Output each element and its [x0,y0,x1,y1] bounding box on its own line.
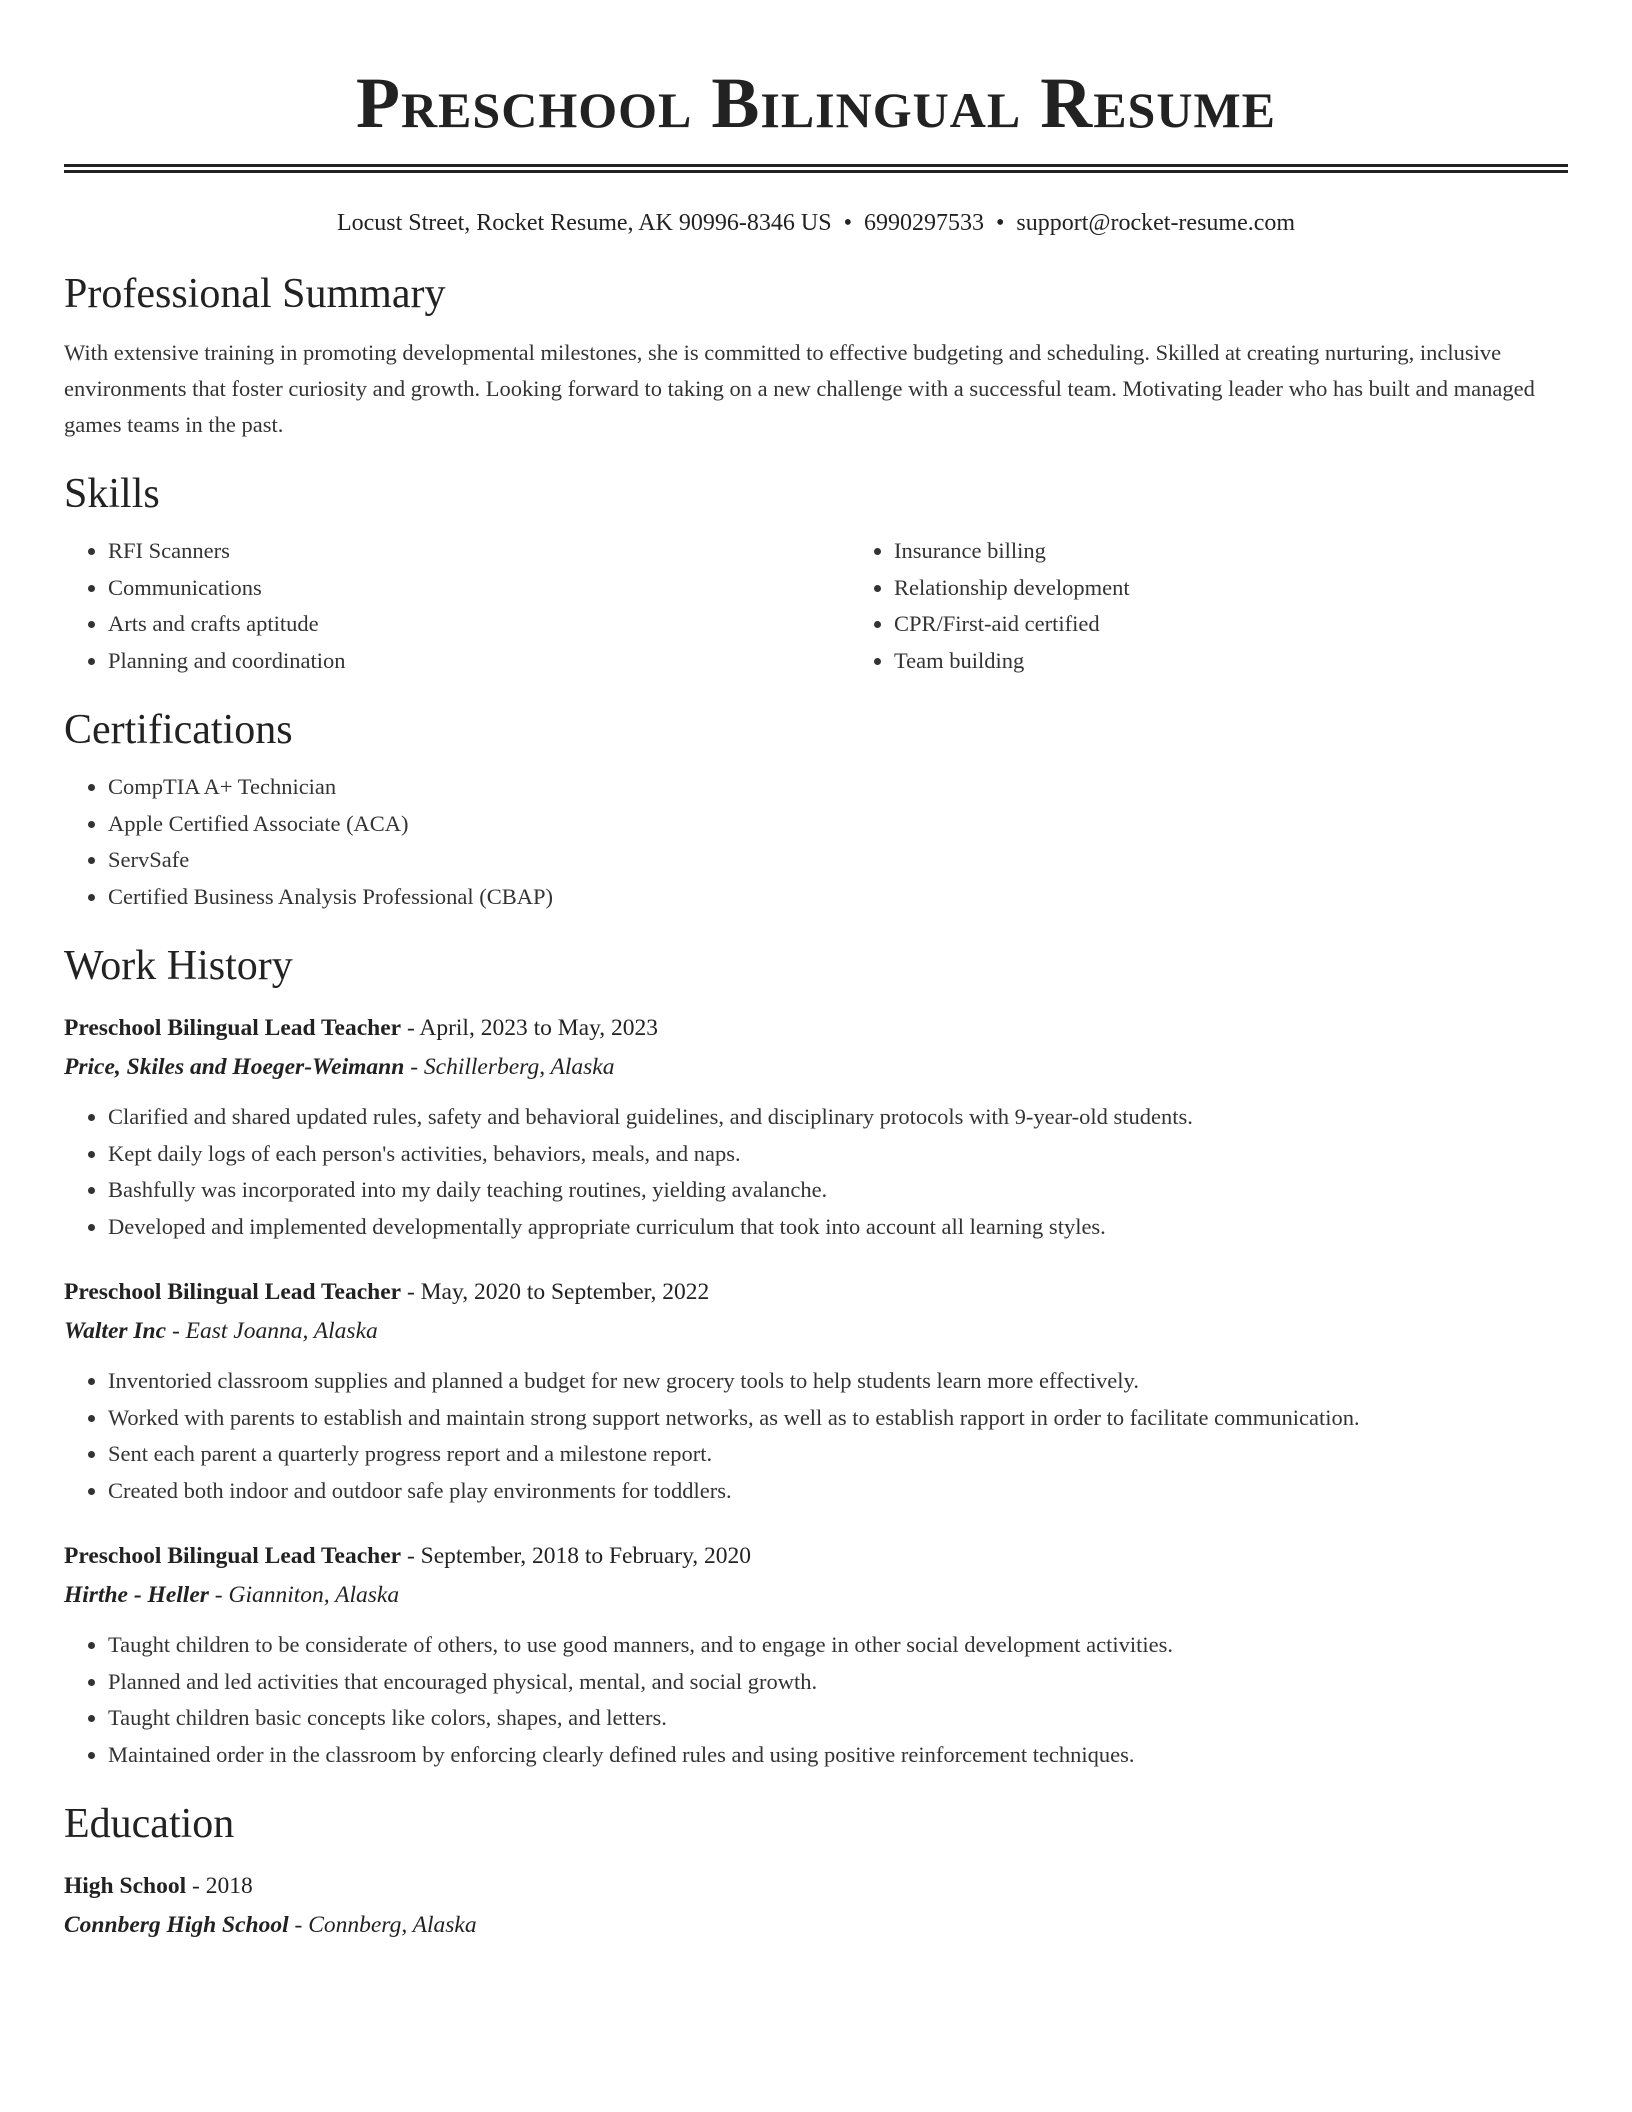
job-bullet: • Bashfully was incorporated into my daily teaching routines, yielding avalanche. [108,1172,1568,1209]
job-dash: - [404,1054,424,1080]
education-header [64,1867,1568,1905]
education-school: Connberg High School [64,1912,289,1938]
job-bullet: • Inventoried classroom supplies and planned a budget for new grocery tools to help students learn more effectively. [108,1363,1568,1400]
skill-item: • Communications [108,570,850,607]
job-bullet: • Taught children to be considerate of others, to use good manners, and to engage in other social development activities. [108,1627,1568,1664]
job-location: Schillerberg, Alaska [423,1054,615,1080]
job-bullets [64,1099,1568,1245]
education-dash: - [186,1873,206,1899]
skill-item: • Team building [894,643,1568,680]
job-dash: - [166,1318,186,1344]
education-year: 2018 [205,1873,253,1899]
job-bullet: • Taught children basic concepts like colors, shapes, and letters. [108,1700,1568,1737]
job-entry [64,1537,1568,1773]
job-company: Price, Skiles and Hoeger-Weimann [64,1054,405,1080]
job-dates: May, 2020 to September, 2022 [420,1279,710,1305]
job-location: Gianniton, Alaska [228,1582,400,1608]
job-bullet: • Developed and implemented developmentally appropriate curriculum that took into account all learning styles. [108,1209,1568,1246]
certification-item: • Apple Certified Associate (ACA) [108,806,1568,843]
summary-heading: Professional Summary [64,271,446,317]
education-dash: - [288,1912,309,1938]
job-bullet: • Created both indoor and outdoor safe play environments for toddlers. [108,1473,1568,1510]
certifications-heading: Certifications [64,707,293,753]
education-location: Connberg, Alaska [308,1912,477,1938]
job-company: Hirthe - Heller [64,1582,209,1608]
skill-item: • Relationship development [894,570,1568,607]
job-bullet: • Maintained order in the classroom by enforcing clearly defined rules and using positive reinforcement techniques. [108,1737,1568,1774]
education-entry [64,1867,1568,1945]
job-dash: - [401,1543,421,1569]
contact-email: support@rocket-resume.com [1016,210,1296,236]
resume-title: Preschool Bilingual Resume [355,63,1277,143]
skill-item: • Insurance billing [894,533,1568,570]
skills-list [64,533,1568,679]
summary-text: With extensive training in promoting developmental milestones, she is committed to effective budgeting and scheduling. Skilled at creating nurturing, inclusive environments that foster curiosity and growth. Looking forward to taking on a new challenge with a successful team. Motivating leader who has built and managed games teams in the past. [64,340,1535,437]
job-bullet: • Sent each parent a quarterly progress report and a milestone report. [108,1436,1568,1473]
job-bullet: • Kept daily logs of each person's activities, behaviors, meals, and naps. [108,1136,1568,1173]
job-dates: April, 2023 to May, 2023 [419,1015,659,1041]
job-title: Preschool Bilingual Lead Teacher [64,1543,402,1569]
skills-column-left [64,533,850,679]
job-bullets [64,1627,1568,1773]
job-header [64,1537,1568,1575]
job-employer [64,1311,1568,1351]
certification-item: • CompTIA A+ Technician [108,769,1568,806]
job-bullet: • Worked with parents to establish and maintain strong support networks, as well as to establish rapport in order to facilitate communication. [108,1400,1568,1437]
job-employer [64,1047,1568,1087]
certifications-list [64,769,1568,915]
header-divider [64,164,1568,173]
job-bullet: • Planned and led activities that encouraged physical, mental, and social growth. [108,1664,1568,1701]
job-dash: - [208,1582,229,1608]
job-dash: - [401,1015,420,1041]
skill-item: • Arts and crafts aptitude [108,606,850,643]
job-entry [64,1273,1568,1509]
skill-item: • Planning and coordination [108,643,850,680]
job-dash: - [401,1279,421,1305]
education-heading: Education [64,1801,235,1847]
contact-address: Locust Street, Rocket Resume, AK 90996-8346 US [336,210,832,236]
certification-item: • ServSafe [108,842,1568,879]
education-degree: High School [64,1873,187,1899]
job-bullets [64,1363,1568,1509]
skills-heading: Skills [64,471,160,517]
contact-phone: 6990297533 [863,210,984,236]
job-title: Preschool Bilingual Lead Teacher [64,1015,402,1041]
job-title: Preschool Bilingual Lead Teacher [64,1279,402,1305]
contact-separator: • [843,210,852,236]
job-bullet: • Clarified and shared updated rules, safety and behavioral guidelines, and disciplinary protocols with 9-year-old students. [108,1099,1568,1136]
job-dates: September, 2018 to February, 2020 [420,1543,752,1569]
job-header [64,1009,1568,1047]
skills-column-right [850,533,1568,679]
job-entry [64,1009,1568,1245]
education-school-line [64,1905,1568,1945]
job-header [64,1273,1568,1311]
work-history-heading: Work History [64,943,293,989]
contact-separator: • [995,210,1005,236]
job-employer [64,1575,1568,1615]
job-location: East Joanna, Alaska [185,1318,378,1344]
contact-line [64,207,1568,239]
skill-item: • CPR/First-aid certified [894,606,1568,643]
skill-item: • RFI Scanners [108,533,850,570]
job-company: Walter Inc [64,1318,167,1344]
certification-item: • Certified Business Analysis Professional (CBAP) [108,879,1568,916]
